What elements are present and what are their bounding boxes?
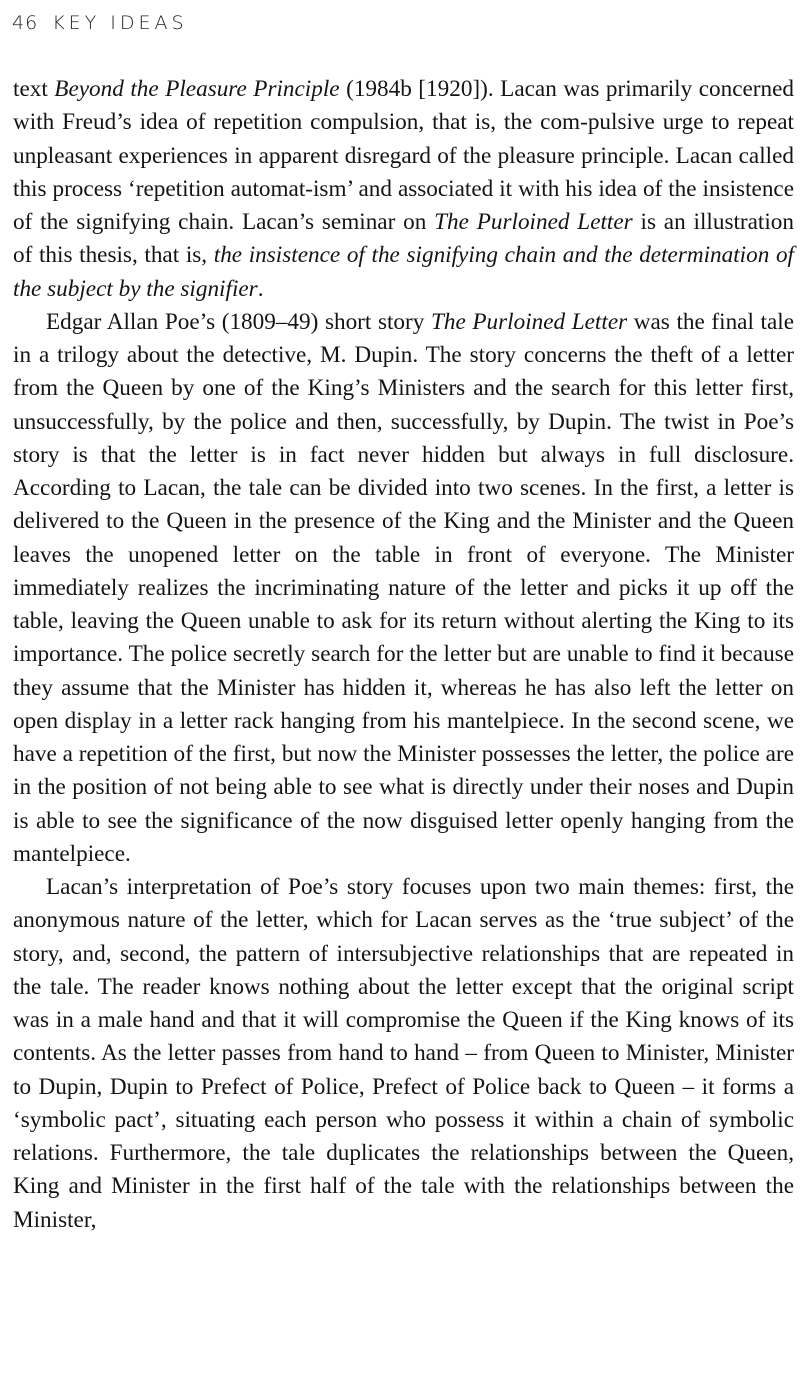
p2-text-c: was the final tale in a trilogy about the detective, M. Dupin. The story concerns the theft of a letter from the Queen by one of the King’s Ministers and the search for this letter first, unsuccessfully, by the police and then, successfully, by Dupin. The twist in Poe’s story is that the letter is in fact never hidden but always in full disclosure. According to Lacan, the tale can be divided into two scenes. In the first, a letter is delivered to the Queen in the presence of the King and the Minister and the Queen leaves the unopened letter on the table in front of everyone. The Minister immediately realizes the incriminating nature of the letter and picks it up off the table, leaving the Queen unable to ask for its return without alerting the King to its importance. The police secretly search for the letter but are unable to find it because they assume that the Minister has hidden it, whereas he has also left the letter on open display in a letter rack hanging from his mantelpiece. In the second scene, we have a repetition of the first, but now the Minister possesses the letter, the police are in the position of not being able to see what is directly under their noses and Dupin is able to see the significance of the now disguised letter openly hanging from the mantelpiece. — [13, 308, 794, 867]
paragraph-2 — [13, 306, 794, 871]
running-head — [12, 12, 188, 34]
p3-text-a: Lacan’s interpretation of Poe’s story focuses upon two main themes: first, the anonymous nature of the letter, which for Lacan serves as the ‘true subject’ of the story, and, second, the pattern of intersubjective relationships that are repeated in the tale. The reader knows nothing about the letter except that the original script was in a male hand and that it will compromise the Queen if the King knows of its contents. As the letter passes from hand to hand – from Queen to Minister, Minister to Dupin, Dupin to Prefect of Police, Prefect of Police back to Queen – it forms a ‘symbolic pact’, situating each person who possess it within a chain of symbolic relations. Furthermore, the tale duplicates the relationships between the Queen, King and Minister in the first half of the tale with the relationships between the Minister, — [13, 874, 794, 1233]
p1-text-g: . — [257, 275, 264, 302]
paragraph-3 — [13, 871, 794, 1237]
running-title: KEY IDEAS — [52, 12, 188, 34]
page-number: 46 — [12, 12, 39, 34]
paragraph-1 — [13, 73, 794, 306]
p1-text-e: is an illustration of this thesis, that is, — [13, 209, 794, 269]
p1-text-a: text — [13, 76, 55, 102]
p1-title-beyond-pleasure-principle: Beyond the Pleasure Principle — [54, 76, 340, 102]
body-text — [13, 73, 794, 1237]
p1-title-purloined-letter: The Purloined Letter — [434, 209, 633, 235]
p1-thesis-emphasis: the insistence of the signifying chain and the determination of the subject by the signifier — [13, 242, 794, 302]
p2-text-a: Edgar Allan Poe’s (1809–49) short story — [46, 308, 431, 335]
p1-text-c: (1984b [1920]). Lacan was primarily concerned with Freud’s idea of repetition compulsion, that is, the com-pulsive urge to repeat unpleasant experiences in apparent disregard of the pleasure principle. Lacan called this process ‘repetition automat-ism’ and associated it with his idea of the insistence of the signifying chain. Lacan’s seminar on — [13, 76, 794, 235]
p2-title-purloined-letter: The Purloined Letter — [430, 308, 628, 335]
